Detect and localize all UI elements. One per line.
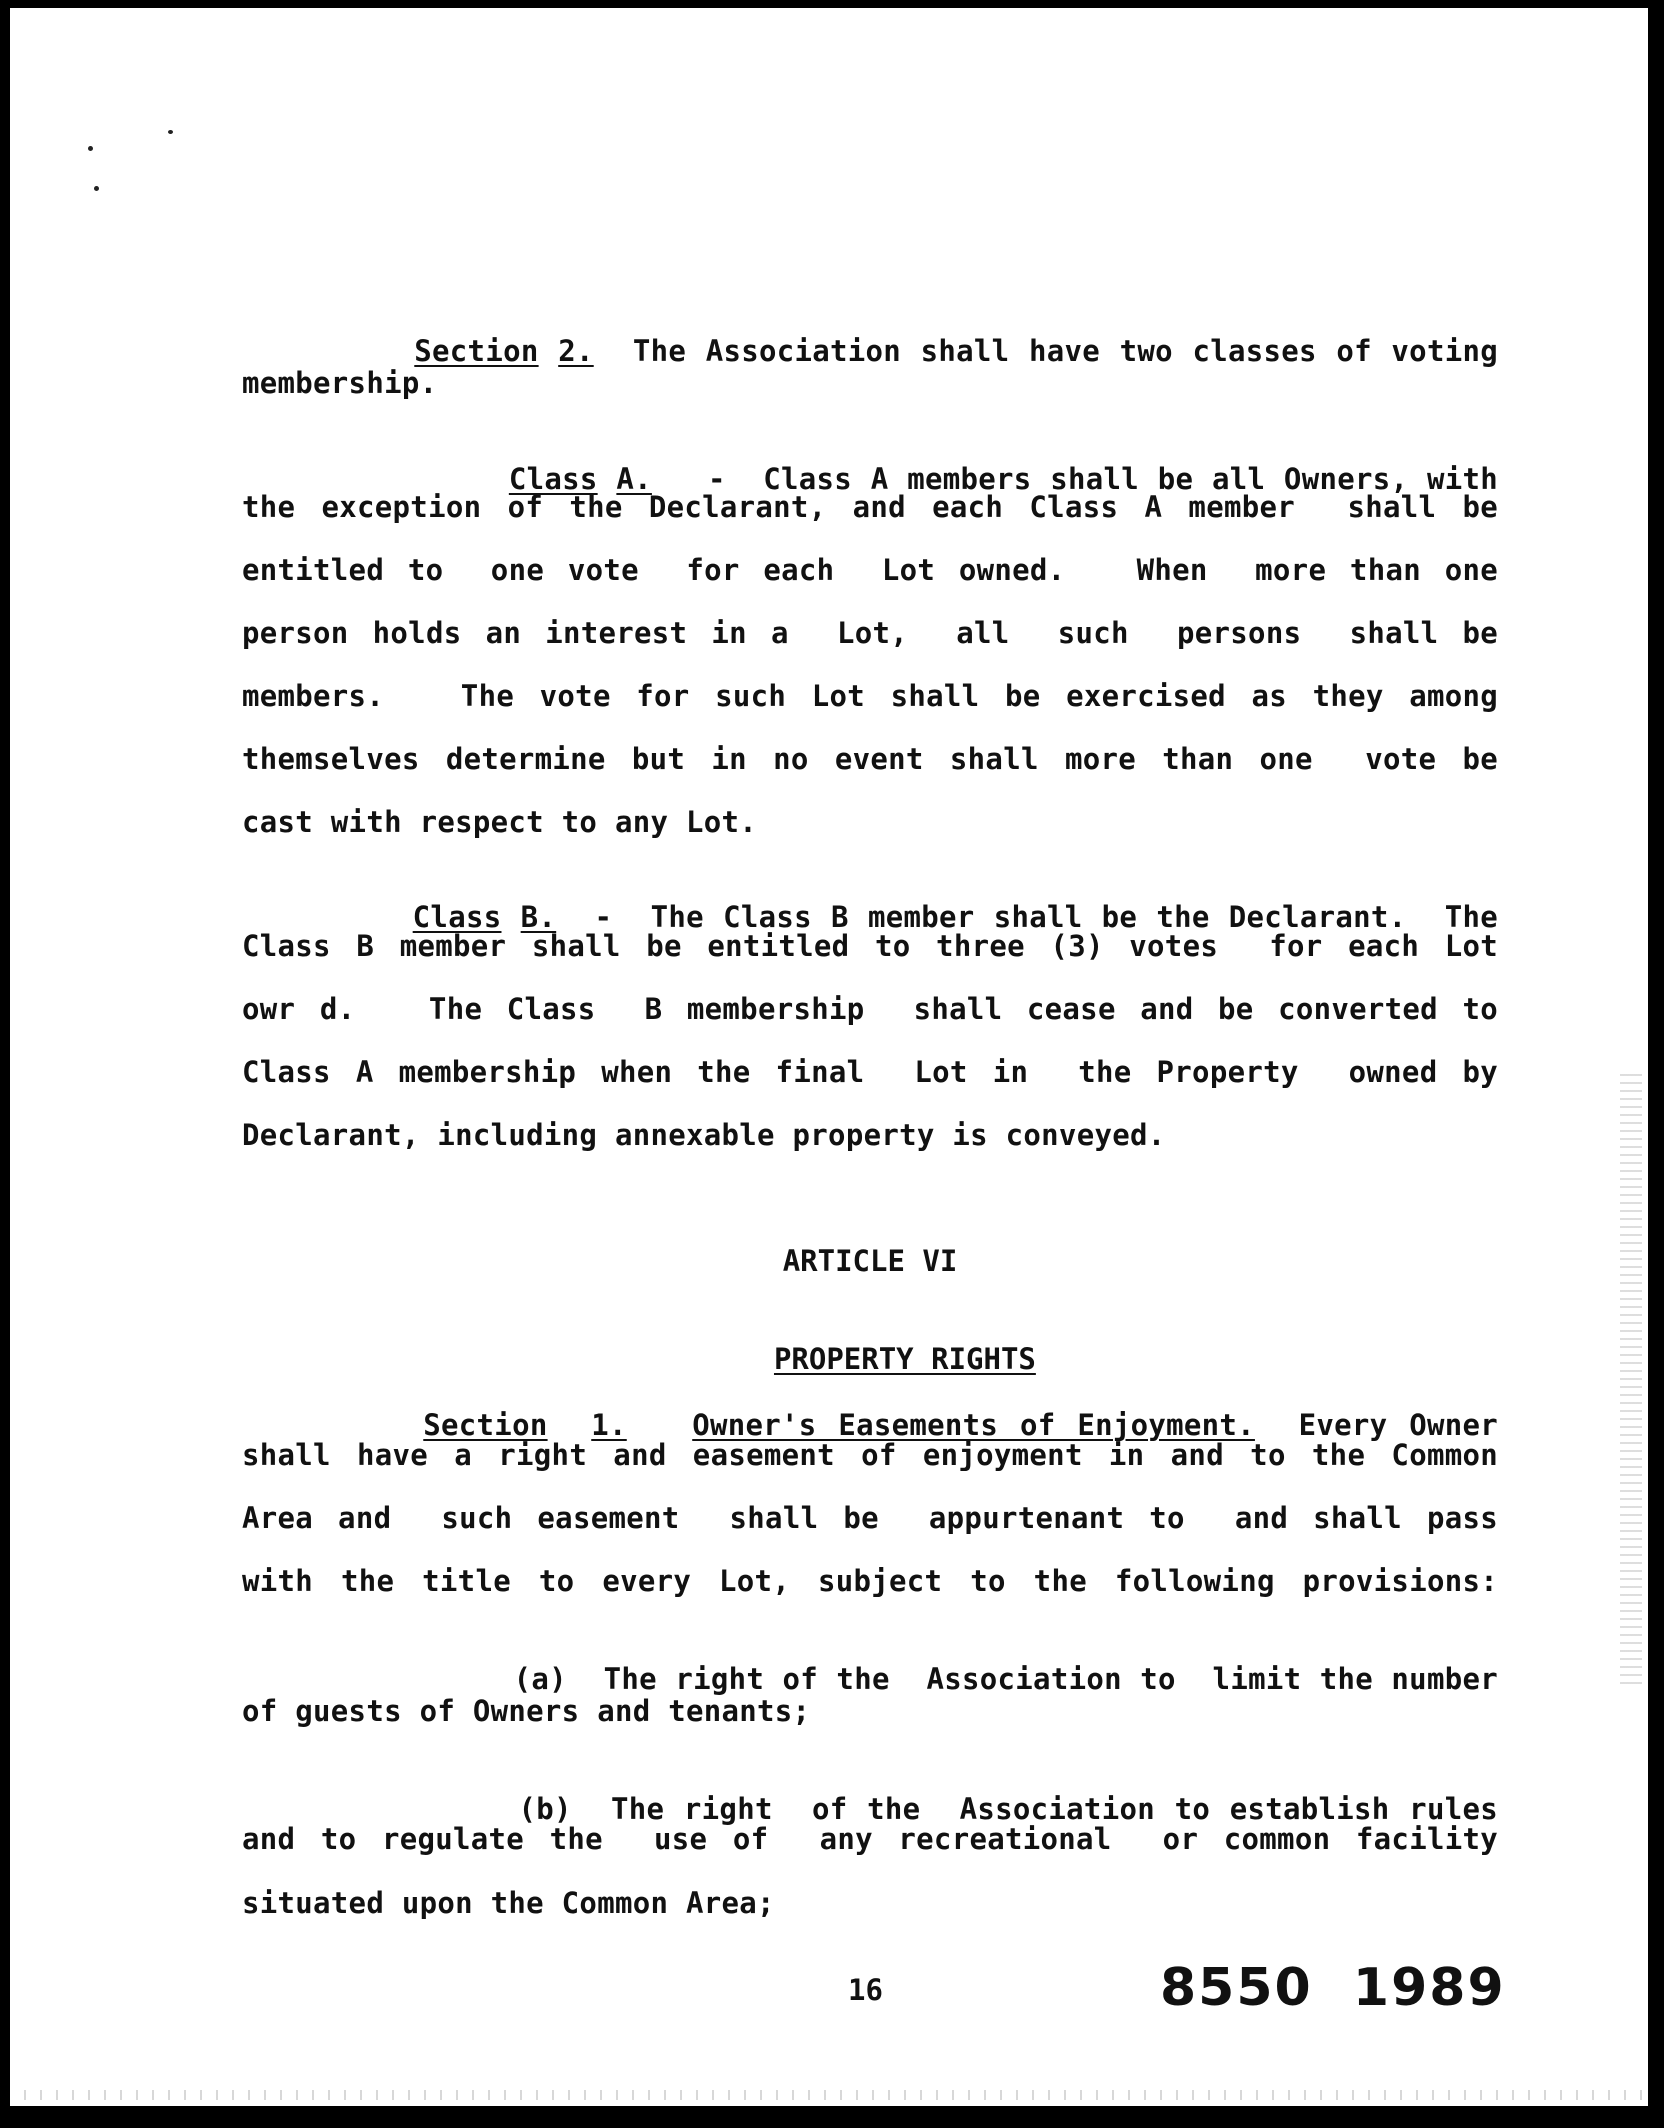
scan-speck xyxy=(88,146,93,151)
class-a-first-line: Class A members shall be all Owners, with xyxy=(763,462,1498,496)
section-1-heading-title: Owner's Easements of Enjoyment. xyxy=(692,1408,1255,1442)
class-a-dash: - xyxy=(708,462,726,496)
scan-speck xyxy=(168,130,173,134)
class-b-line: owr d. The Class B membership shall cease and be converted to xyxy=(242,992,1498,1026)
article-number: ARTICLE VI xyxy=(782,1244,958,1278)
provision-b-label: (b) xyxy=(518,1792,572,1826)
article-title-text: PROPERTY RIGHTS xyxy=(773,1342,1036,1376)
section-1-heading-label: Section xyxy=(423,1408,548,1442)
class-b-line: Declarant, including annexable property is conveyed. xyxy=(242,1118,1166,1152)
page-number: 16 xyxy=(848,1973,883,2007)
class-b-line: Class B member shall be entitled to three (3) votes for each Lot xyxy=(242,929,1498,963)
class-b-letter: B. xyxy=(520,900,557,934)
class-a-line: members. The vote for such Lot shall be exercised as they among xyxy=(242,679,1498,713)
scan-edge-noise xyxy=(10,2090,1648,2100)
class-a-line: the exception of the Declarant, and each Class A member shall be xyxy=(242,490,1498,524)
class-a-line: entitled to one vote for each Lot owned. When more than one xyxy=(242,553,1498,587)
class-a-line: cast with respect to any Lot. xyxy=(242,805,758,839)
section-1-heading-number: 1. xyxy=(591,1408,627,1442)
provision-a-line: of guests of Owners and tenants; xyxy=(242,1694,811,1728)
section-2-line-1 xyxy=(336,300,1498,402)
section-2-heading-label: Section xyxy=(414,334,539,368)
class-b-label: Class xyxy=(412,900,502,934)
provision-a-label: (a) xyxy=(513,1662,567,1696)
scan-speck xyxy=(94,186,99,191)
section-1-line: shall have a right and easement of enjoyment in and to the Common xyxy=(242,1438,1498,1472)
section-2-heading-number: 2. xyxy=(558,334,594,368)
class-a-label: Class xyxy=(508,462,598,496)
class-b-first-line: The Class B member shall be the Declarant. The xyxy=(650,900,1498,934)
provision-b-first-line: The right of the Association to establish rules xyxy=(611,1792,1498,1826)
class-b-line: Class A membership when the final Lot in the Property owned by xyxy=(242,1055,1498,1089)
scan-edge-noise xyxy=(1620,1068,1642,1688)
class-a-line: themselves determine but in no event shall more than one vote be xyxy=(242,742,1498,776)
section-1-line: Area and such easement shall be appurtenant to and shall pass xyxy=(242,1501,1498,1535)
section-2-line-2: membership. xyxy=(242,366,438,400)
provision-b-line: and to regulate the use of any recreational or common facility xyxy=(242,1822,1498,1856)
class-a-line: person holds an interest in a Lot, all such persons shall be xyxy=(242,616,1498,650)
section-1-line: with the title to every Lot, subject to the following provisions: xyxy=(242,1564,1498,1598)
provision-b-line: situated upon the Common Area; xyxy=(242,1886,775,1920)
section-1-first-line-rest: Every Owner xyxy=(1298,1408,1498,1442)
document-stamp: 8550 1989 xyxy=(1160,1958,1506,2018)
class-a-letter: A. xyxy=(616,462,652,496)
section-2-text: The Association shall have two classes of voting xyxy=(632,334,1498,368)
class-b-dash: - xyxy=(594,900,613,934)
provision-a-first-line: The right of the Association to limit the number xyxy=(603,1662,1498,1696)
document-page xyxy=(10,8,1648,2106)
